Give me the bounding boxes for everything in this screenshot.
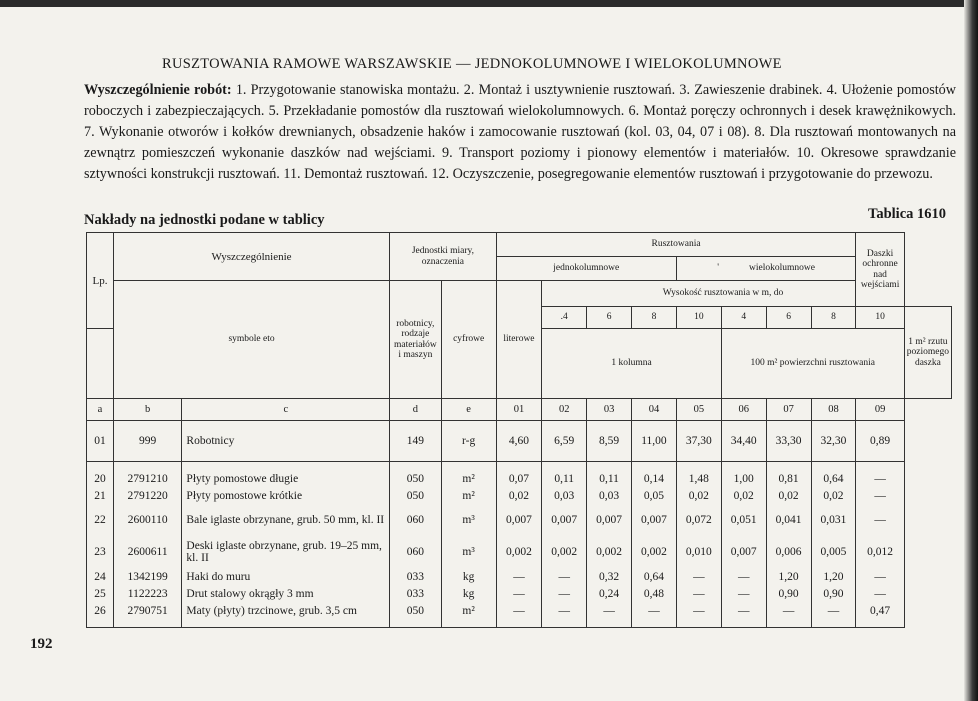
row-value: 33,30: [766, 429, 811, 453]
row-unit-symbol: m²: [441, 470, 496, 487]
row-value: 34,40: [721, 429, 766, 453]
row-unit-symbol: r-g: [441, 429, 496, 453]
row-value: —: [542, 568, 587, 585]
spacer-cell: [441, 453, 496, 462]
spacer-cell: [766, 421, 811, 430]
row-value: —: [811, 602, 856, 619]
row-value: —: [496, 568, 542, 585]
row-value: 0,072: [676, 504, 721, 536]
row-unit-symbol: m²: [441, 602, 496, 619]
row-value: 0,02: [811, 487, 856, 504]
spacer-cell: [496, 462, 542, 471]
row-name: Płyty pomostowe długie: [182, 470, 390, 487]
row-value: 0,32: [587, 568, 632, 585]
row-value: 0,002: [542, 536, 587, 568]
spacer-cell: [811, 619, 856, 628]
row-value: 0,90: [766, 585, 811, 602]
spacer-cell: [721, 453, 766, 462]
header-lp-cont: [87, 329, 114, 399]
row-lp: 23: [87, 536, 114, 568]
row-unit-code: 050: [390, 470, 441, 487]
col-number: 06: [721, 399, 766, 421]
row-value: 0,47: [856, 602, 904, 619]
page-number: 192: [30, 636, 53, 652]
height-cell: 10: [856, 307, 904, 329]
row-value: 0,02: [721, 487, 766, 504]
row-unit-code: 060: [390, 536, 441, 568]
row-unit-symbol: kg: [441, 568, 496, 585]
row-name: Robotnicy: [182, 429, 390, 453]
row-value: 0,007: [632, 504, 677, 536]
header-jednostki: Jednostki miary, oznaczenia: [390, 233, 497, 281]
row-unit-code: 050: [390, 602, 441, 619]
table-spacer: [87, 462, 952, 471]
spacer-cell: [87, 453, 114, 462]
spacer-cell: [587, 462, 632, 471]
row-unit-code: 060: [390, 504, 441, 536]
col-number: 02: [542, 399, 587, 421]
col-letter: c: [182, 399, 390, 421]
col-letter: a: [87, 399, 114, 421]
row-value: —: [856, 487, 904, 504]
row-lp: 22: [87, 504, 114, 536]
row-lp: 01: [87, 429, 114, 453]
row-lp: 24: [87, 568, 114, 585]
row-symbol: 2791210: [113, 470, 181, 487]
row-value: 11,00: [632, 429, 677, 453]
header-cyfrowe: cyfrowe: [441, 281, 496, 399]
row-value: —: [542, 585, 587, 602]
row-value: 0,007: [721, 536, 766, 568]
height-cell: 6: [766, 307, 811, 329]
spacer-cell: [811, 462, 856, 471]
row-lp: 25: [87, 585, 114, 602]
spacer-cell: [441, 619, 496, 628]
row-symbol: 2600110: [113, 504, 181, 536]
row-name: Drut stalowy okrągły 3 mm: [182, 585, 390, 602]
table-row: [87, 602, 952, 619]
row-value: 0,03: [587, 487, 632, 504]
row-unit-symbol: m²: [441, 487, 496, 504]
row-value: 0,89: [856, 429, 904, 453]
spacer-cell: [587, 619, 632, 628]
header-unit-daszek: 1 m² rzutu poziomego daszka: [904, 307, 951, 399]
row-value: 0,002: [496, 536, 542, 568]
spacer-cell: [542, 421, 587, 430]
table-row: [87, 568, 952, 585]
row-symbol: 2600611: [113, 536, 181, 568]
spacer-cell: [721, 462, 766, 471]
height-cell: 6: [587, 307, 632, 329]
spacer-cell: [811, 421, 856, 430]
row-value: 1,20: [766, 568, 811, 585]
row-value: 0,64: [632, 568, 677, 585]
row-value: 1,20: [811, 568, 856, 585]
header-tick-mark: ': [717, 263, 719, 274]
table-row: [87, 470, 952, 487]
header-daszki: Daszki ochronne nad wejściami: [856, 233, 904, 307]
spacer-cell: [856, 619, 904, 628]
table-row: [87, 487, 952, 504]
row-name: Deski iglaste obrzynane, grub. 19–25 mm, kl. II: [182, 536, 390, 568]
row-value: 1,48: [676, 470, 721, 487]
spacer-cell: [182, 619, 390, 628]
row-value: 0,007: [496, 504, 542, 536]
table-row: [87, 585, 952, 602]
spacer-cell: [676, 421, 721, 430]
header-symbole: symbole eto: [113, 281, 389, 399]
spacer-cell: [113, 453, 181, 462]
spacer-cell: [766, 453, 811, 462]
header-unit-100m2: 100 m² powierzchni rusztowania: [721, 329, 904, 399]
col-number: 08: [811, 399, 856, 421]
row-value: 0,007: [542, 504, 587, 536]
row-unit-symbol: kg: [441, 585, 496, 602]
spacer-cell: [587, 421, 632, 430]
row-value: 0,012: [856, 536, 904, 568]
row-value: 0,14: [632, 470, 677, 487]
row-value: 8,59: [587, 429, 632, 453]
row-name: Bale iglaste obrzynane, grub. 50 mm, kl. II: [182, 504, 390, 536]
spacer-cell: [632, 619, 677, 628]
row-value: 6,59: [542, 429, 587, 453]
row-value: —: [676, 568, 721, 585]
col-number: 07: [766, 399, 811, 421]
row-unit-symbol: m³: [441, 536, 496, 568]
row-unit-code: 033: [390, 585, 441, 602]
spacer-cell: [390, 462, 441, 471]
header-rusztowania: Rusztowania: [496, 233, 856, 257]
row-unit-code: 033: [390, 568, 441, 585]
row-value: 0,007: [587, 504, 632, 536]
spacer-cell: [766, 462, 811, 471]
row-value: 0,002: [632, 536, 677, 568]
spacer-cell: [856, 421, 904, 430]
spacer-cell: [542, 619, 587, 628]
spacer-cell: [632, 462, 677, 471]
header-lp: Lp.: [87, 233, 114, 329]
row-value: —: [766, 602, 811, 619]
height-cell: 8: [811, 307, 856, 329]
spacer-cell: [721, 421, 766, 430]
spacer-cell: [587, 453, 632, 462]
row-value: 0,07: [496, 470, 542, 487]
row-value: 37,30: [676, 429, 721, 453]
spacer-cell: [632, 421, 677, 430]
height-cell: 4: [721, 307, 766, 329]
row-value: 0,11: [542, 470, 587, 487]
table-spacer: [87, 421, 952, 430]
row-symbol: 1342199: [113, 568, 181, 585]
row-name: Maty (płyty) trzcinowe, grub. 3,5 cm: [182, 602, 390, 619]
spacer-cell: [811, 453, 856, 462]
page-title: RUSZTOWANIA RAMOWE WARSZAWSKIE — JEDNOKOLUMNOWE I WIELOKOLUMNOWE: [162, 56, 782, 72]
table-row: [87, 504, 952, 536]
table-row: [87, 429, 952, 453]
spacer-cell: [542, 462, 587, 471]
spacer-cell: [856, 462, 904, 471]
header-wysokosc: Wysokość rusztowania w m, do: [542, 281, 905, 307]
row-value: 0,64: [811, 470, 856, 487]
row-value: —: [542, 602, 587, 619]
spacer-cell: [496, 421, 542, 430]
table-label: Tablica 1610: [868, 206, 947, 222]
row-value: 0,90: [811, 585, 856, 602]
row-name: Haki do muru: [182, 568, 390, 585]
page-binding-shadow: [964, 0, 978, 701]
table-spacer: [87, 619, 952, 628]
row-value: 0,005: [811, 536, 856, 568]
header-wielokolumnowe-label: wielokolumnowe: [749, 263, 815, 274]
row-value: —: [496, 602, 542, 619]
spacer-cell: [113, 462, 181, 471]
row-unit-code: 050: [390, 487, 441, 504]
row-value: 0,81: [766, 470, 811, 487]
spacer-cell: [390, 453, 441, 462]
row-value: 0,03: [542, 487, 587, 504]
height-cell: .4: [542, 307, 587, 329]
row-value: —: [856, 504, 904, 536]
spacer-cell: [496, 619, 542, 628]
row-value: —: [856, 585, 904, 602]
spacer-cell: [441, 462, 496, 471]
header-jednokolumnowe: jednokolumnowe: [496, 257, 676, 281]
spacer-cell: [113, 421, 181, 430]
table-spacer: [87, 453, 952, 462]
row-value: 0,05: [632, 487, 677, 504]
row-value: 0,48: [632, 585, 677, 602]
row-symbol: 999: [113, 429, 181, 453]
row-value: 0,02: [766, 487, 811, 504]
col-number: 05: [676, 399, 721, 421]
row-value: 0,041: [766, 504, 811, 536]
spacer-cell: [676, 453, 721, 462]
page-top-edge: [0, 0, 978, 7]
col-number: 09: [856, 399, 904, 421]
spacer-cell: [721, 619, 766, 628]
row-symbol: 1122223: [113, 585, 181, 602]
row-value: —: [676, 602, 721, 619]
row-value: 32,30: [811, 429, 856, 453]
row-lp: 20: [87, 470, 114, 487]
row-value: —: [632, 602, 677, 619]
header-unit-1kol: 1 kolumna: [542, 329, 722, 399]
spacer-cell: [87, 462, 114, 471]
row-value: —: [721, 602, 766, 619]
spacer-cell: [441, 421, 496, 430]
row-lp: 21: [87, 487, 114, 504]
table-row: [87, 536, 952, 568]
table-subheading: Nakłady na jednostki podane w tablicy: [84, 212, 325, 228]
header-robotnicy: robotnicy, rodzaje materiałów i maszyn: [390, 281, 441, 399]
row-value: 4,60: [496, 429, 542, 453]
spacer-cell: [182, 421, 390, 430]
spacer-cell: [113, 619, 181, 628]
row-value: 0,24: [587, 585, 632, 602]
row-value: 0,11: [587, 470, 632, 487]
row-lp: 26: [87, 602, 114, 619]
col-number: 03: [587, 399, 632, 421]
spacer-cell: [390, 619, 441, 628]
work-description: [84, 80, 956, 185]
header-wyszczegolnienie: Wyszczególnienie: [113, 233, 389, 281]
spacer-cell: [496, 453, 542, 462]
spacer-cell: [676, 619, 721, 628]
col-letter: e: [441, 399, 496, 421]
row-name: Płyty pomostowe krótkie: [182, 487, 390, 504]
spacer-cell: [542, 453, 587, 462]
row-value: —: [676, 585, 721, 602]
work-description-text: 1. Przygotowanie stanowiska montażu. 2. Montaż i usztywnienie rusztowań. 3. Zawieszenie drabinek. 4. Ułożenie pomostów roboczych i zabezpieczających. 5. Przekładanie pomostów dla rusztowań wielokolumnowych. 6. Montaż poręczy ochronnych i desek krawężnikowych. 7. Wykonanie otworów i kołków drewnianych, obsadzenie haków i zamocowanie rusztowań (kol. 03, 04, 07 i 08). 8. Dla rusztowań montowanych na zewnątrz pomieszczeń wykonanie daszków nad wejściami. 9. Transport poziomy i pionowy elementów i materiałów. 10. Okresowe sprawdzanie sztywności konstrukcji rusztowań. 11. Demontaż rusztowań. 12. Oczyszczenie, posegregowanie elementów rusztowań i przygotowanie do przewozu.: [84, 82, 957, 182]
col-letter: b: [113, 399, 181, 421]
height-cell: 10: [676, 307, 721, 329]
col-number: 04: [632, 399, 677, 421]
row-symbol: 2790751: [113, 602, 181, 619]
row-value: —: [587, 602, 632, 619]
row-unit-code: 149: [390, 429, 441, 453]
row-value: —: [856, 568, 904, 585]
row-value: 0,010: [676, 536, 721, 568]
row-value: —: [721, 568, 766, 585]
row-value: 0,051: [721, 504, 766, 536]
spacer-cell: [182, 462, 390, 471]
row-value: 1,00: [721, 470, 766, 487]
spacer-cell: [87, 619, 114, 628]
row-value: —: [721, 585, 766, 602]
row-value: 0,031: [811, 504, 856, 536]
work-description-label: Wyszczególnienie robót:: [84, 82, 232, 98]
spacer-cell: [676, 462, 721, 471]
spacer-cell: [766, 619, 811, 628]
norms-table: [86, 232, 952, 628]
header-literowe: literowe: [496, 281, 542, 399]
row-symbol: 2791220: [113, 487, 181, 504]
row-value: —: [856, 470, 904, 487]
col-number: 01: [496, 399, 542, 421]
spacer-cell: [632, 453, 677, 462]
row-value: 0,002: [587, 536, 632, 568]
row-value: 0,02: [496, 487, 542, 504]
row-value: 0,02: [676, 487, 721, 504]
height-cell: 8: [632, 307, 677, 329]
row-value: —: [496, 585, 542, 602]
header-wielokolumnowe: [676, 257, 856, 281]
spacer-cell: [87, 421, 114, 430]
row-unit-symbol: m³: [441, 504, 496, 536]
spacer-cell: [390, 421, 441, 430]
spacer-cell: [182, 453, 390, 462]
col-letter: d: [390, 399, 441, 421]
row-value: 0,006: [766, 536, 811, 568]
spacer-cell: [856, 453, 904, 462]
